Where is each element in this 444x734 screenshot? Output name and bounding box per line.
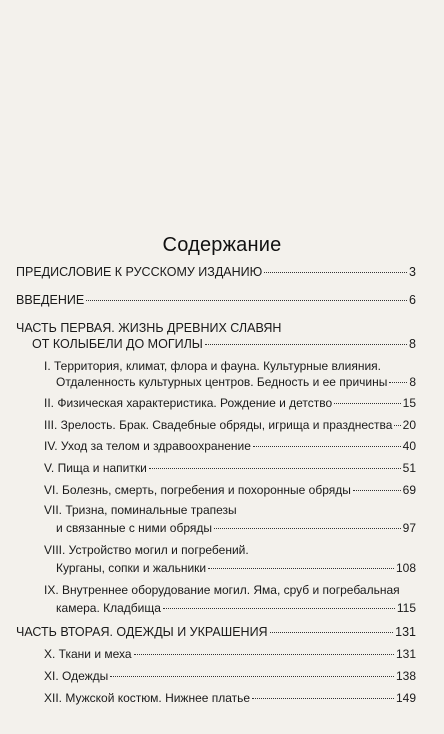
toc-entry-text: и связанные с ними обряды	[56, 521, 212, 535]
dot-leader	[205, 344, 407, 345]
toc-page-number: 115	[396, 601, 416, 615]
toc-chapter-8[interactable]	[16, 542, 416, 558]
toc-entry-text: ВВЕДЕНИЕ	[16, 293, 85, 307]
dot-leader	[208, 568, 394, 569]
toc-chapter-11[interactable]	[16, 668, 416, 684]
toc-chapter-3[interactable]	[16, 417, 416, 433]
toc-part-two-heading[interactable]	[16, 624, 416, 640]
toc-chapter-2[interactable]	[16, 395, 416, 411]
toc-chapter-7-continued[interactable]	[16, 520, 416, 536]
toc-entry-text: VIII. Устройство могил и погребений.	[44, 543, 249, 557]
toc-entry-text: Отдаленность культурных центров. Бедность и ее причины	[56, 375, 388, 389]
toc-chapter-9[interactable]	[16, 582, 416, 598]
toc-page-number: 20	[402, 418, 416, 432]
page-title: Содержание	[162, 234, 282, 256]
toc-chapter-1-continued[interactable]	[16, 374, 416, 390]
toc-entry-text: IV. Уход за телом и здравоохранение	[44, 439, 251, 453]
toc-chapter-5[interactable]	[16, 460, 416, 476]
dot-leader	[149, 468, 401, 469]
toc-entry-text: камера. Кладбища	[56, 601, 161, 615]
toc-chapter-6[interactable]	[16, 482, 416, 498]
toc-entry-text: III. Зрелость. Брак. Свадебные обряды, игрища и празднества	[44, 418, 393, 432]
dot-leader	[110, 676, 394, 677]
toc-chapter-9-continued[interactable]	[16, 600, 416, 616]
toc-page-number: 108	[395, 561, 416, 575]
dot-leader	[334, 403, 400, 404]
toc-page-number: 97	[402, 521, 416, 535]
toc-page-number: 149	[395, 691, 416, 705]
dot-leader	[270, 632, 394, 633]
toc-part-one-heading[interactable]	[16, 320, 416, 336]
dot-leader	[253, 446, 401, 447]
dot-leader	[134, 654, 394, 655]
toc-entry-introduction[interactable]	[16, 292, 416, 308]
dot-leader	[252, 698, 394, 699]
dot-leader	[264, 272, 407, 273]
toc-page-number: 6	[409, 293, 416, 307]
toc-page-number: 131	[395, 625, 416, 639]
dot-leader	[389, 382, 407, 383]
toc-page-number: 3	[409, 265, 416, 279]
toc-entry-text: V. Пища и напитки	[44, 461, 147, 475]
toc-entry-text: ОТ КОЛЫБЕЛИ ДО МОГИЛЫ	[32, 337, 203, 351]
toc-chapter-7[interactable]	[16, 502, 416, 518]
toc-part-one-heading-continued[interactable]	[16, 336, 416, 352]
toc-page-number: 8	[409, 337, 416, 351]
dot-leader	[163, 608, 395, 609]
toc-entry-text: Курганы, сопки и жальники	[56, 561, 207, 575]
toc-page-number: 69	[402, 483, 416, 497]
bleed-through-text	[24, 6, 424, 24]
toc-entry-text: I. Территория, климат, флора и фауна. Культурные влияния.	[44, 359, 382, 373]
toc-entry-text: II. Физическая характеристика. Рождение и детство	[44, 396, 333, 410]
dot-leader	[214, 528, 401, 529]
toc-chapter-12[interactable]	[16, 690, 416, 706]
toc-page-number: 138	[395, 669, 416, 683]
toc-entry-text: IX. Внутреннее оборудование могил. Яма, сруб и погребальная	[44, 583, 400, 597]
toc-entry-text: ЧАСТЬ ПЕРВАЯ. ЖИЗНЬ ДРЕВНИХ СЛАВЯН	[16, 321, 282, 335]
toc-page-number: 8	[409, 375, 416, 389]
toc-page-number: 40	[402, 439, 416, 453]
toc-entry-text: VI. Болезнь, смерть, погребения и похоронные обряды	[44, 483, 351, 497]
toc-entry-text: VII. Тризна, поминальные трапезы	[44, 503, 237, 517]
dot-leader	[353, 490, 401, 491]
toc-chapter-1[interactable]	[16, 358, 416, 374]
toc-page-number: 131	[395, 647, 416, 661]
toc-page-number: 15	[402, 396, 416, 410]
toc-entry-text: XII. Мужской костюм. Нижнее платье	[44, 691, 251, 705]
toc-chapter-10[interactable]	[16, 646, 416, 662]
toc-entry-text: ПРЕДИСЛОВИЕ К РУССКОМУ ИЗДАНИЮ	[16, 265, 263, 279]
toc-entry-text: X. Ткани и меха	[44, 647, 132, 661]
toc-chapter-4[interactable]	[16, 438, 416, 454]
dot-leader	[394, 425, 400, 426]
toc-entry-text: ЧАСТЬ ВТОРАЯ. ОДЕЖДЫ И УКРАШЕНИЯ	[16, 625, 268, 639]
toc-page-number: 51	[402, 461, 416, 475]
toc-entry-preface[interactable]	[16, 264, 416, 280]
dot-leader	[86, 300, 407, 301]
toc-entry-text: XI. Одежды	[44, 669, 109, 683]
toc-chapter-8-continued[interactable]	[16, 560, 416, 576]
